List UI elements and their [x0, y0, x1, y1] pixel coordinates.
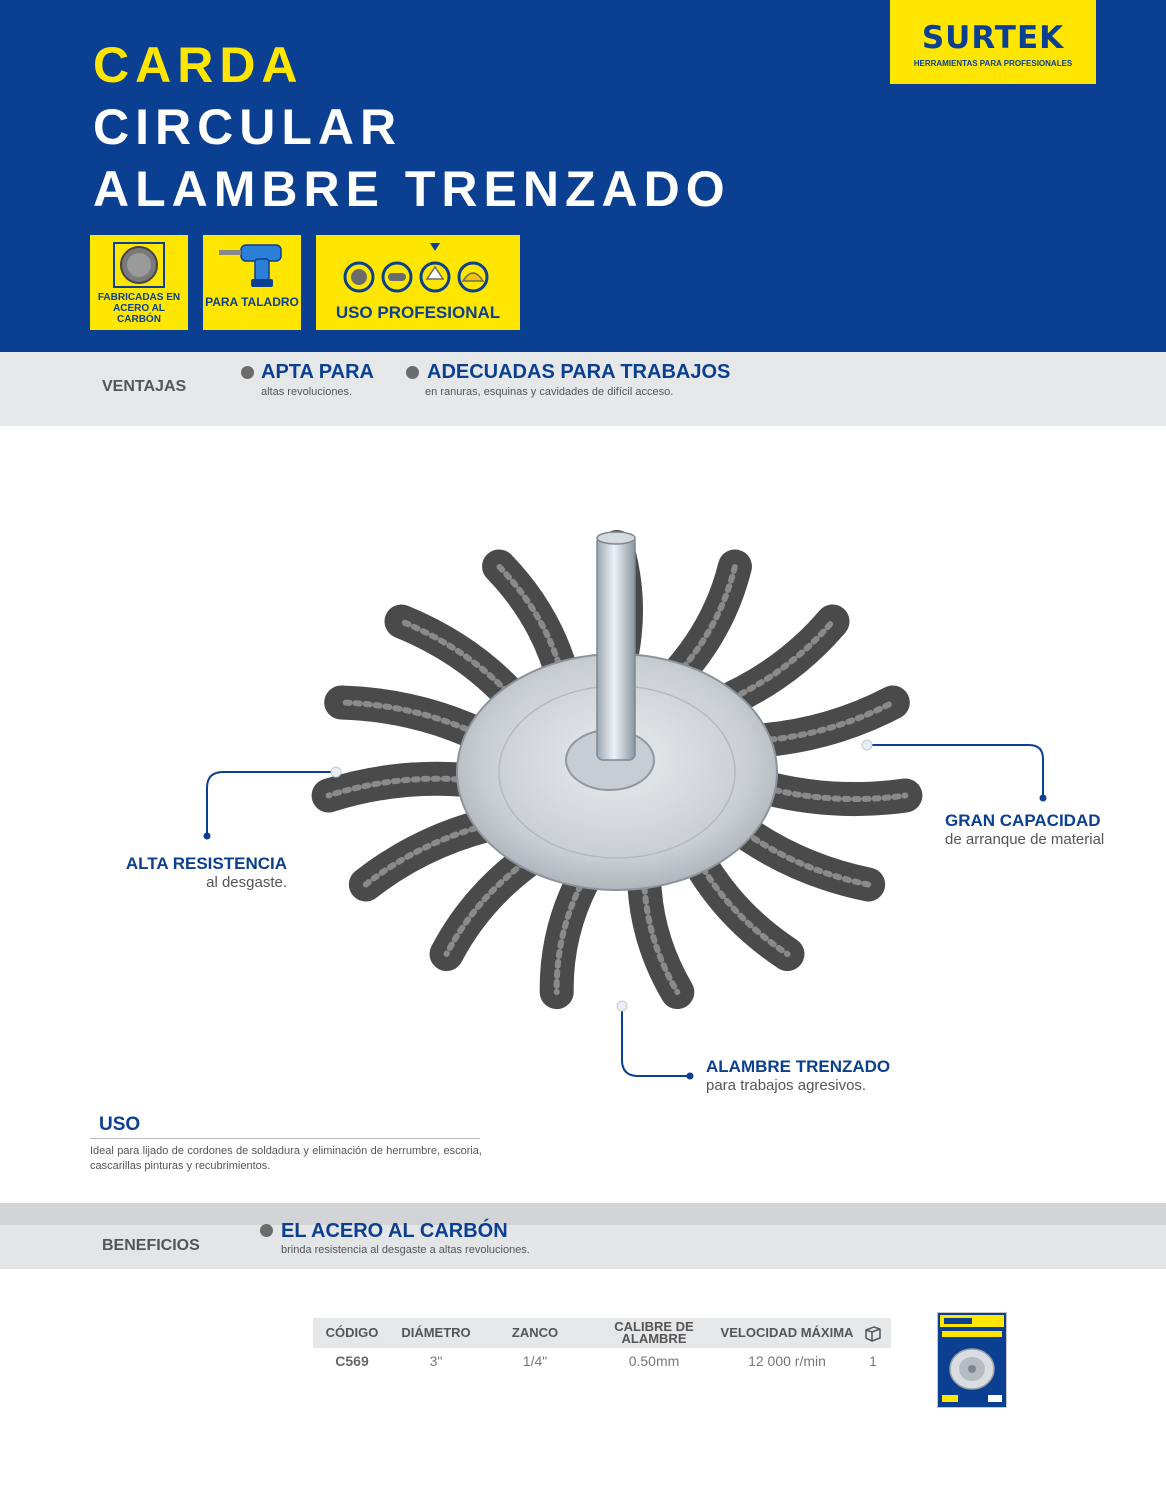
badge-label: FABRICADAS EN ACERO AL CARBÓN [97, 292, 181, 325]
th-zanco: ZANCO [511, 1325, 559, 1340]
badge-carbon-steel [90, 235, 188, 330]
callout-alta-resistencia-subtitle: al desgaste. [206, 874, 287, 891]
logo-brand: SURTEK [921, 20, 1065, 56]
logo-tagline: HERRAMIENTAS PARA PROFESIONALES [913, 59, 1073, 68]
uso-title: USO [99, 1114, 141, 1135]
header-banner [0, 0, 1166, 352]
ventajas-band [0, 352, 1166, 426]
title-line-2: CIRCULAR [93, 99, 403, 155]
ventajas-label: VENTAJAS [102, 378, 187, 395]
beneficios-band [0, 1203, 1166, 1269]
bullet-icon [260, 1224, 273, 1237]
product-illustration [0, 420, 1166, 1120]
th-calibre: CALIBRE DE ALAMBRE [614, 1319, 694, 1346]
surtek-logo [890, 0, 1096, 84]
advantage-title: APTA PARA [261, 361, 374, 383]
callout-alambre-trenzado-title: ALAMBRE TRENZADO [706, 1057, 891, 1076]
callout-alambre-trenzado-subtitle: para trabajos agresivos. [706, 1077, 867, 1094]
callout-alta-resistencia-title: ALTA RESISTENCIA [125, 854, 287, 873]
callout-gran-capacidad-title: GRAN CAPACIDAD [945, 811, 1101, 830]
bullet-icon [406, 366, 419, 379]
uso-description: Ideal para lijado de cordones de soldadura y eliminación de herrumbre, escoria, cascarillas pinturas y recubrimientos. [90, 1145, 482, 1172]
wire-brush-image [329, 532, 906, 992]
callout-gran-capacidad-subtitle: de arranque de material [945, 831, 1105, 848]
package-image [938, 1313, 1006, 1407]
td-cantidad: 1 [869, 1353, 877, 1369]
drill-icon [203, 235, 301, 295]
package-thumbnail [937, 1312, 1007, 1408]
beneficios-label: BENEFICIOS [102, 1237, 200, 1254]
advantage-subtitle: altas revoluciones. [261, 386, 353, 398]
badge-drill [203, 235, 301, 330]
box-icon [863, 1323, 883, 1343]
advantage-title: ADECUADAS PARA TRABAJOS [427, 361, 731, 383]
th-diametro: DIÁMETRO [401, 1325, 471, 1340]
title-line-3: ALAMBRE TRENZADO [93, 161, 731, 217]
uso-divider [90, 1138, 480, 1139]
badge-label: USO PROFESIONAL [335, 303, 501, 322]
badge-label: PARA TALADRO [205, 295, 299, 309]
benefit-title: EL ACERO AL CARBÓN [281, 1220, 508, 1242]
td-zanco: 1/4" [522, 1353, 548, 1369]
td-codigo: C569 [335, 1353, 369, 1369]
th-codigo: CÓDIGO [325, 1325, 379, 1340]
band-top-strip [0, 1203, 1166, 1225]
benefit-subtitle: brinda resistencia al desgaste a altas revoluciones. [281, 1244, 530, 1256]
advantage-subtitle: en ranuras, esquinas y cavidades de difícil acceso. [425, 386, 674, 398]
bullet-icon [241, 366, 254, 379]
badge-professional-use [316, 235, 520, 330]
td-calibre: 0.50mm [628, 1353, 680, 1369]
td-diametro: 3" [429, 1353, 443, 1369]
safety-gear-icons [316, 235, 520, 301]
td-velocidad: 12 000 r/min [748, 1353, 826, 1369]
th-cantidad [855, 1318, 891, 1348]
title-line-1: CARDA [93, 37, 304, 93]
wire-mesh-icon [90, 235, 188, 295]
th-velocidad: VELOCIDAD MÁXIMA [720, 1325, 854, 1340]
